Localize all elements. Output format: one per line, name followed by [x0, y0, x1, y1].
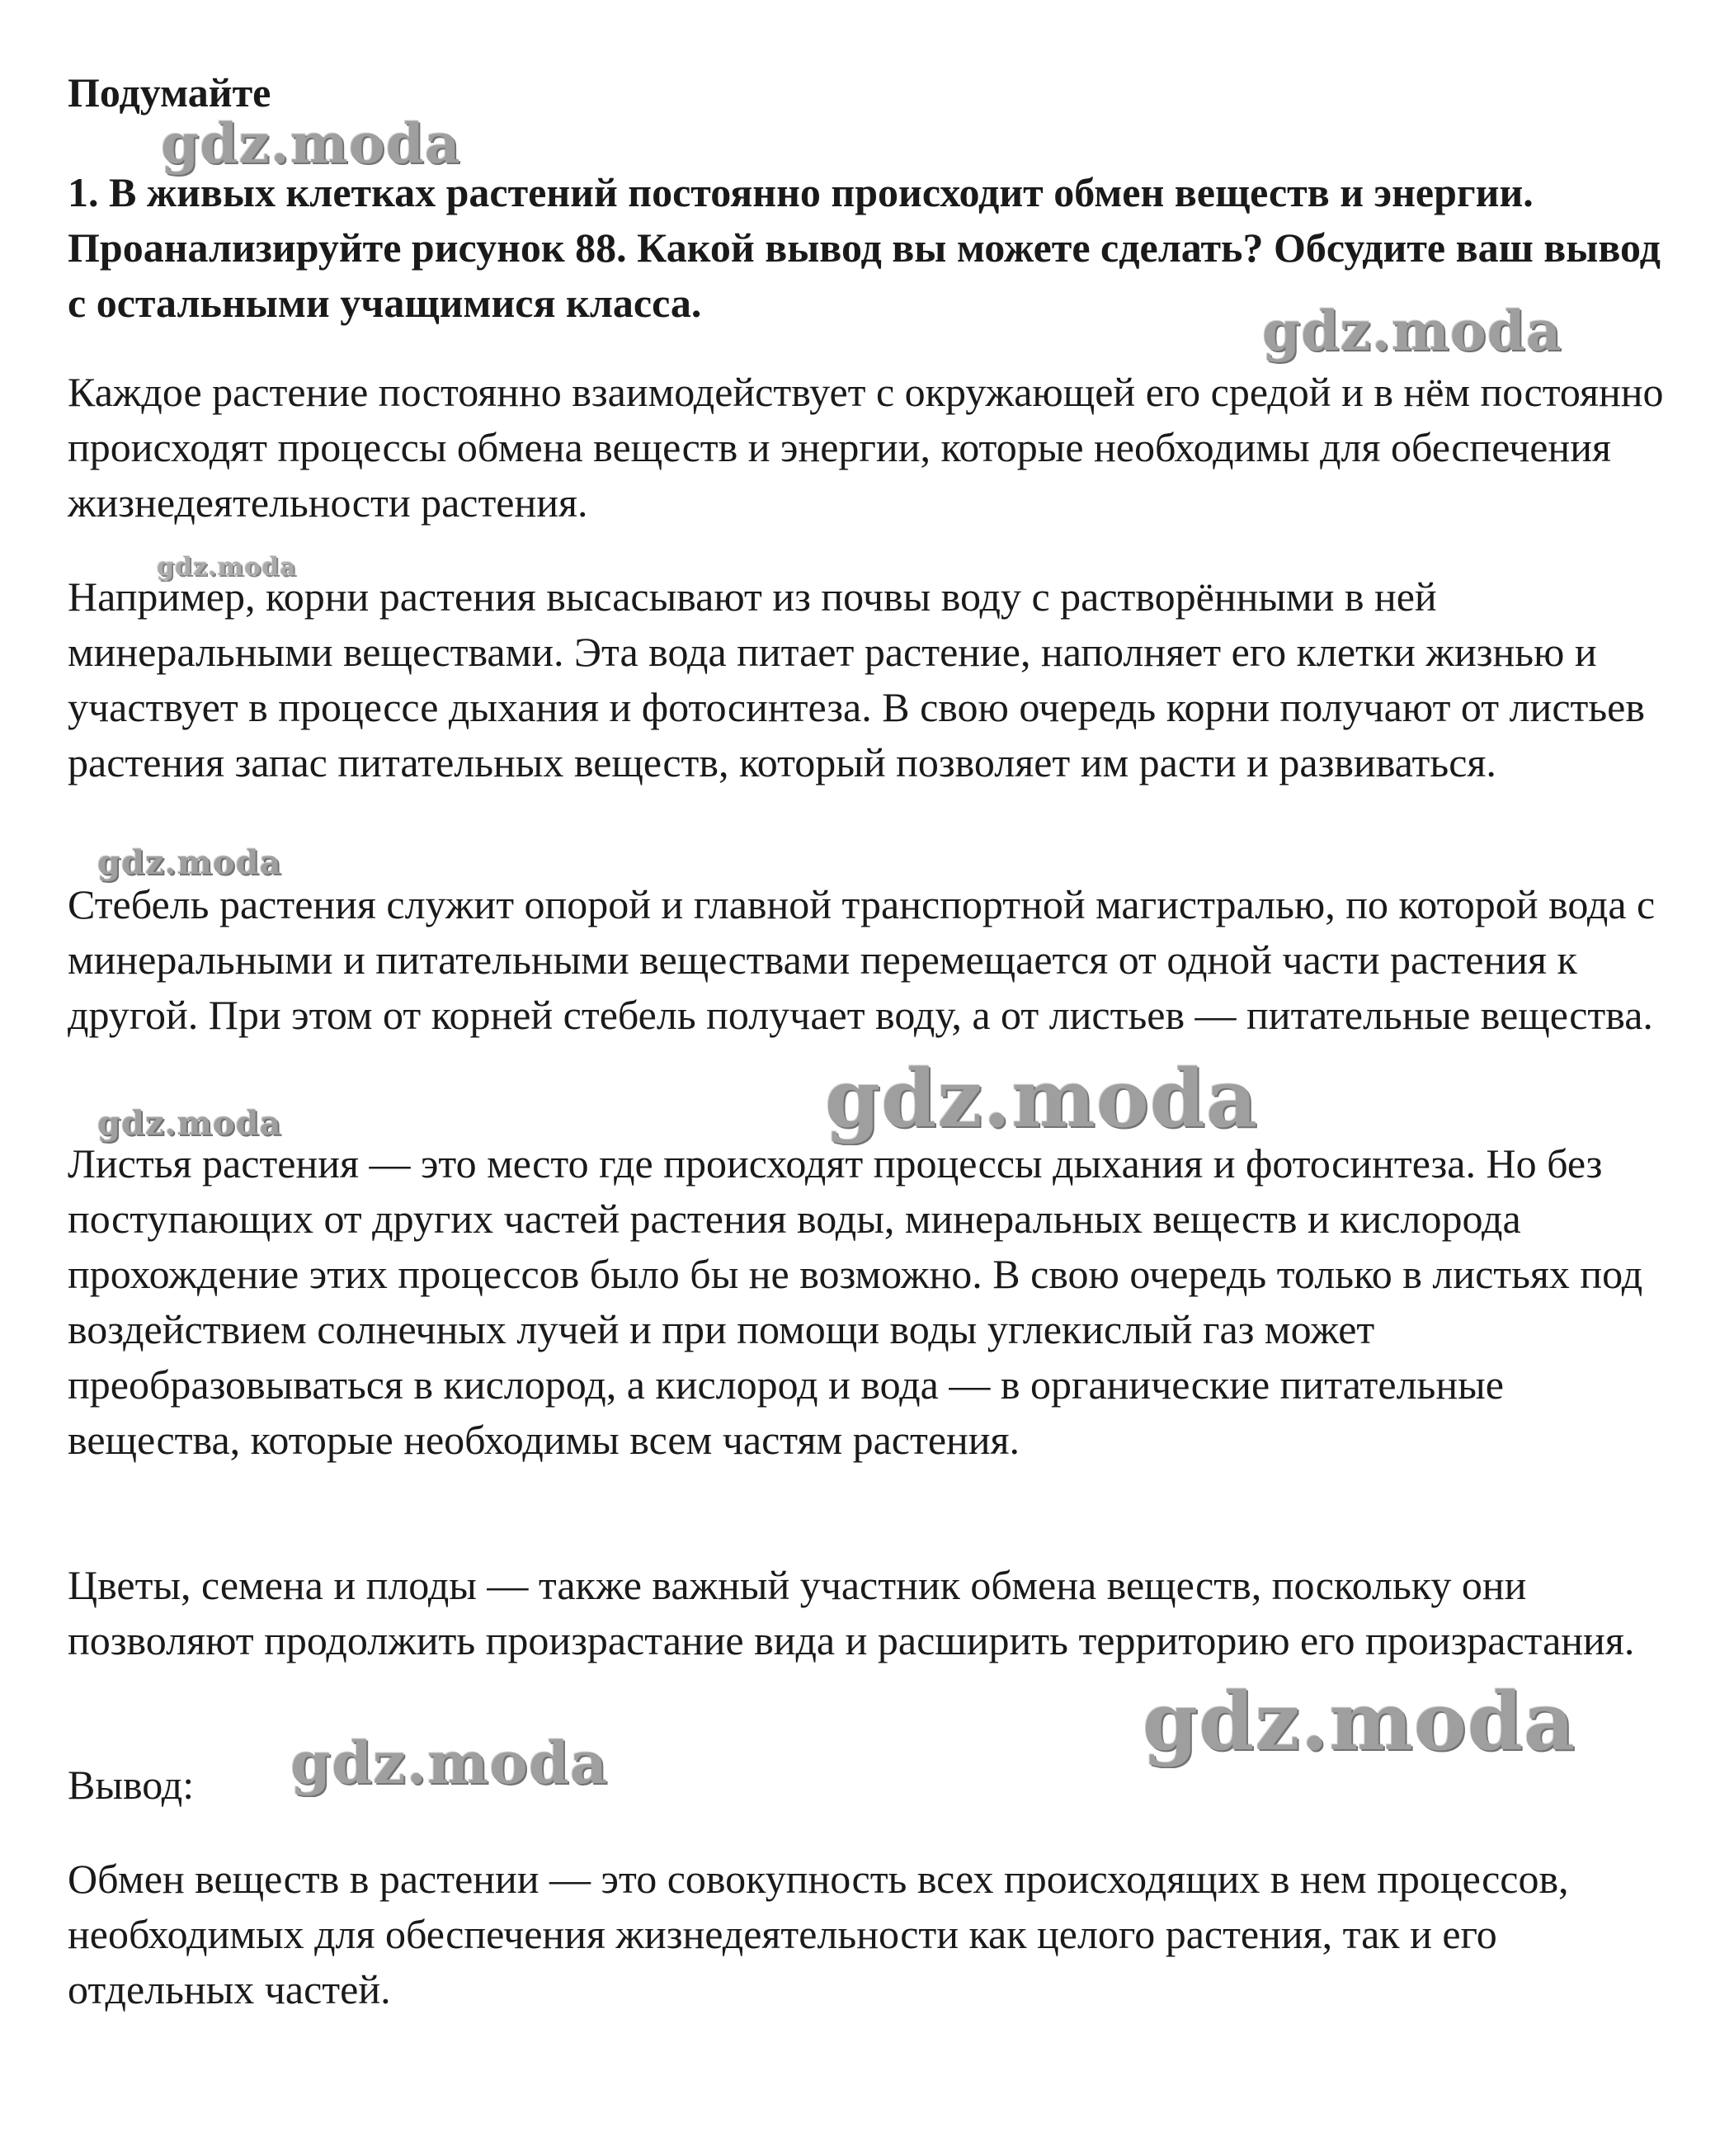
watermark: gdz.moda [290, 1729, 609, 1797]
watermark: gdz.moda [825, 1052, 1259, 1145]
answer-paragraph: Каждое растение постоянно взаимодействует с окружающей его средой и в нём постоянно происходят процессы обмена веществ и энергии, которые необходимы для обеспечения жизнедеятельности растения. [68, 369, 1664, 526]
answer-paragraph: Цветы, семена и плоды — также важный участник обмена веществ, поскольку они позволяют продолжить произрастание вида и расширить территорию его произрастания. [68, 1562, 1635, 1663]
watermark: gdz.moda [157, 553, 297, 582]
conclusion-label: Вывод: [68, 1762, 195, 1808]
watermark: gdz.moda [161, 111, 461, 176]
question-text: 1. В живых клетках растений постоянно происходит обмен веществ и энергии. Проанализируйте рисунок 88. Какой вывод вы можете сделать? Обсудите ваш вывод с остальными учащимися класса. [68, 169, 1661, 326]
answer-paragraph: Например, корни растения высасывают из почвы воду с растворёнными в ней минеральными веществами. Эта вода питает растение, наполняет его клетки жизнью и участвует в процессе дыхания и фотосинтеза. В свою очередь корни получают от листьев растения запас питательных веществ, который позволяет им расти и развиваться. [68, 573, 1645, 786]
section-heading: Подумайте [68, 69, 271, 116]
watermark: gdz.moda [1143, 1675, 1576, 1768]
watermark: gdz.moda [97, 843, 282, 882]
answer-paragraph: Листья растения — это место где происходят процессы дыхания и фотосинтеза. Но без поступающих от других частей растения воды, минеральных веществ и кислорода прохождение этих процессов было бы не возможно. В свою очередь только в листьях под воздействием солнечных лучей и при помощи воды углекислый газ может преобразовываться в кислород, а кислород и вода — в органические питательные вещества, которые необходимы всем частям растения. [68, 1140, 1643, 1463]
watermark: gdz.moda [97, 1104, 282, 1143]
conclusion-paragraph: Обмен веществ в растении — это совокупность всех происходящих в нем процессов, необходимых для обеспечения жизнедеятельности как целого растения, так и его отдельных частей. [68, 1856, 1569, 2012]
answer-paragraph: Стебель растения служит опорой и главной транспортной магистралью, по которой вода с минеральными и питательными веществами перемещается от одной части растения к другой. При этом от корней стебель получает воду, а от листьев — питательные вещества. [68, 881, 1656, 1038]
watermark: gdz.moda [1262, 299, 1562, 363]
